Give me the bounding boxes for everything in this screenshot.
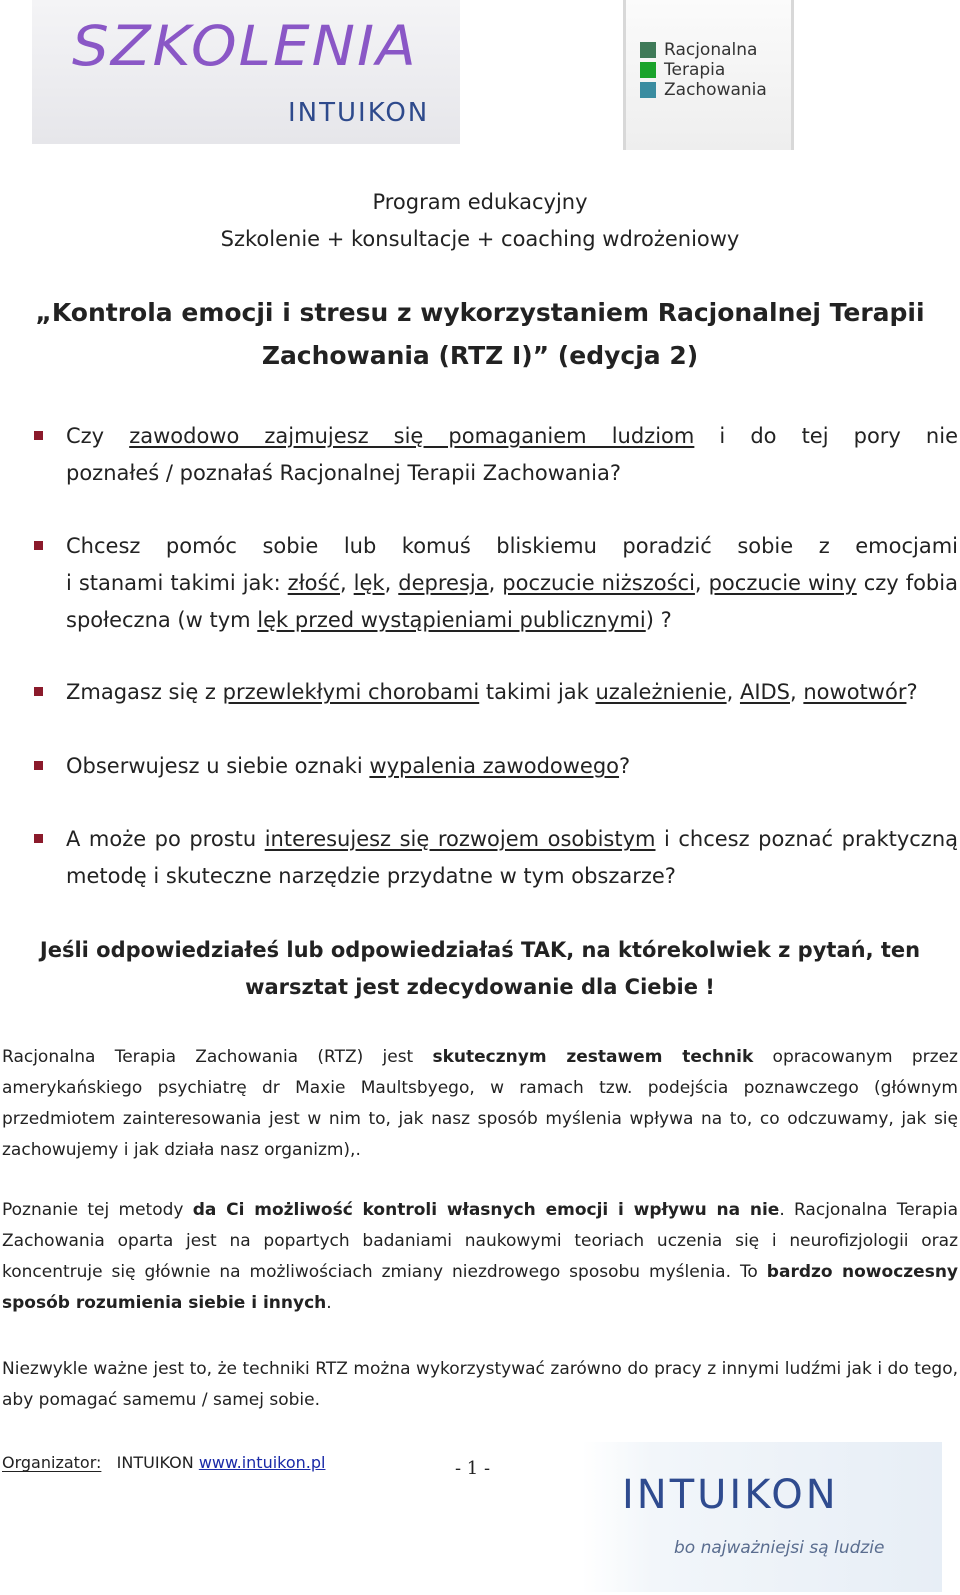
question-text: Zmagasz się z	[66, 680, 223, 704]
square-icon	[640, 82, 656, 98]
question-line	[66, 821, 958, 895]
underlined-phrase: wypalenia zawodowego	[369, 754, 620, 778]
cta-line: warsztat jest zdecydowanie dla Ciebie !	[245, 975, 715, 999]
underlined-phrase: lęk	[353, 571, 385, 595]
question-line	[66, 602, 958, 639]
question-text: ,	[384, 571, 399, 595]
underlined-phrase: lęk przed wystąpieniami publicznymi	[257, 608, 646, 632]
bullet-square-icon	[34, 431, 43, 440]
rtz-logo-line: Racjonalna	[664, 40, 758, 60]
underlined-phrase: przewlekłymi chorobami	[222, 680, 480, 704]
underlined-phrase: zawodowo zajmujesz się pomaganiem ludziom	[129, 424, 695, 448]
program-subtitle: Program edukacyjny	[372, 190, 588, 214]
square-icon	[640, 42, 656, 58]
question-text: ?	[619, 754, 631, 778]
bold-phrase: bardzo nowoczesny sposób rozumienia siebie i innych	[2, 1262, 959, 1313]
question-text: ,	[726, 680, 740, 704]
cta-line: Jeśli odpowiedziałeś lub odpowiedziałaś TAK, na którekolwiek z pytań, ten	[39, 938, 921, 962]
underlined-phrase: poczucie niższości	[502, 571, 695, 595]
document-title-line1: „Kontrola emocji i stresu z wykorzystaniem Racjonalnej Terapii	[35, 298, 925, 327]
intuikon-logo-small-text: INTUIKON	[288, 98, 430, 128]
paragraph-text: Poznanie tej metody	[2, 1200, 193, 1220]
underlined-phrase: nowotwór	[803, 680, 907, 704]
rtz-logo-row	[640, 40, 757, 60]
szkolenia-logo	[32, 0, 460, 144]
underlined-phrase: poczucie winy	[708, 571, 857, 595]
organizer-website-link[interactable]: www.intuikon.pl	[198, 1453, 326, 1472]
paragraph-usage: Niezwykle ważne jest to, że techniki RTZ można wykorzystywać zarówno do pracy z innymi ludźmi jak i do tego, aby pomagać samemu / samej sobie.	[2, 1359, 958, 1410]
question-item	[34, 418, 958, 492]
organizer-label: Organizator:	[2, 1453, 102, 1472]
paragraph-text: Racjonalna Terapia Zachowania (RTZ) jest	[2, 1047, 433, 1067]
bold-phrase: skutecznym zestawem technik	[432, 1047, 754, 1067]
program-format: Szkolenie + konsultacje + coaching wdrożeniowy	[220, 227, 740, 251]
question-item	[34, 821, 958, 895]
question-text: A może po prostu	[66, 827, 265, 851]
question-text: ?	[906, 680, 918, 704]
question-line: poznałeś / poznałaś Racjonalnej Terapii Zachowania?	[66, 461, 621, 485]
question-item	[34, 674, 958, 711]
question-item	[34, 748, 958, 785]
question-text: i stanami takimi jak:	[66, 571, 288, 595]
paragraph-rtz-definition	[2, 1042, 958, 1166]
question-line	[66, 565, 958, 602]
rtz-logo	[623, 0, 794, 150]
question-text: Czy	[66, 424, 105, 448]
question-text: ) ?	[645, 608, 672, 632]
question-line: Chcesz pomóc sobie lub komuś bliskiemu poradzić sobie z emocjami	[66, 534, 958, 558]
paragraph-text: . Racjonalna Terapia Zachowania oparta jest na popartych badaniami naukowymi teoriach uczenia się i neurofizjologii oraz koncentruje się głównie na możliwościach zmiany niezdrowego sposobu myślenia. To	[2, 1200, 958, 1282]
paragraph-text: .	[326, 1293, 332, 1313]
question-text: i chcesz poznać praktyczną metodę i skuteczne narzędzie przydatne w tym obszarze?	[66, 827, 959, 888]
paragraph-text: opracowanym przez amerykańskiego psychiatrę dr Maxie Maultsbyego, w ramach tzw. podejścia poznawczego (głównym przedmiotem zainteresowania jest w nim to, jak nasz sposób myślenia wpływa na to, co odczuwamy, jak się zachowujemy i jak działa nasz organizm),.	[2, 1047, 958, 1160]
question-text: ,	[790, 680, 804, 704]
paragraph-method-benefits	[2, 1195, 958, 1319]
page-number: - 1 -	[455, 1458, 491, 1479]
question-line	[66, 418, 958, 455]
question-text: społeczna (w tym	[66, 608, 258, 632]
question-item	[34, 528, 958, 639]
underlined-phrase: złość	[287, 571, 340, 595]
question-text: czy fobia	[856, 571, 958, 595]
question-line	[66, 674, 958, 711]
document-title-line2: Zachowania (RTZ I)” (edycja 2)	[261, 341, 699, 370]
intuikon-logo-tagline: bo najważniejsi są ludzie	[674, 1538, 885, 1558]
bullet-square-icon	[34, 541, 43, 550]
bold-phrase: da Ci możliwość kontroli własnych emocji i wpływu na nie	[192, 1200, 780, 1220]
rtz-logo-line: Terapia	[664, 60, 726, 80]
rtz-logo-row	[640, 60, 725, 80]
rtz-logo-row	[640, 80, 767, 100]
bullet-square-icon	[34, 687, 43, 696]
bullet-square-icon	[34, 761, 43, 770]
underlined-phrase: AIDS	[739, 680, 791, 704]
bullet-square-icon	[34, 834, 43, 843]
question-text: i do tej pory nie	[719, 424, 958, 448]
question-text: ,	[340, 571, 354, 595]
question-text: ,	[488, 571, 503, 595]
question-text: takimi jak	[479, 680, 596, 704]
intuikon-logo-text: INTUIKON	[622, 1472, 839, 1518]
organizer-name: INTUIKON	[116, 1453, 194, 1472]
footer-organizer	[2, 1453, 325, 1472]
question-text: Obserwujesz u siebie oznaki	[66, 754, 370, 778]
intuikon-logo	[582, 1442, 942, 1592]
question-line	[66, 748, 958, 785]
square-icon	[640, 62, 656, 78]
question-text: ,	[694, 571, 709, 595]
szkolenia-logo-text: SZKOLENIA	[72, 13, 418, 79]
rtz-logo-line: Zachowania	[664, 80, 767, 100]
underlined-phrase: uzależnienie	[595, 680, 727, 704]
call-to-action	[20, 932, 940, 1006]
underlined-phrase: depresja	[398, 571, 489, 595]
underlined-phrase: interesujesz się rozwojem osobistym	[264, 827, 656, 851]
